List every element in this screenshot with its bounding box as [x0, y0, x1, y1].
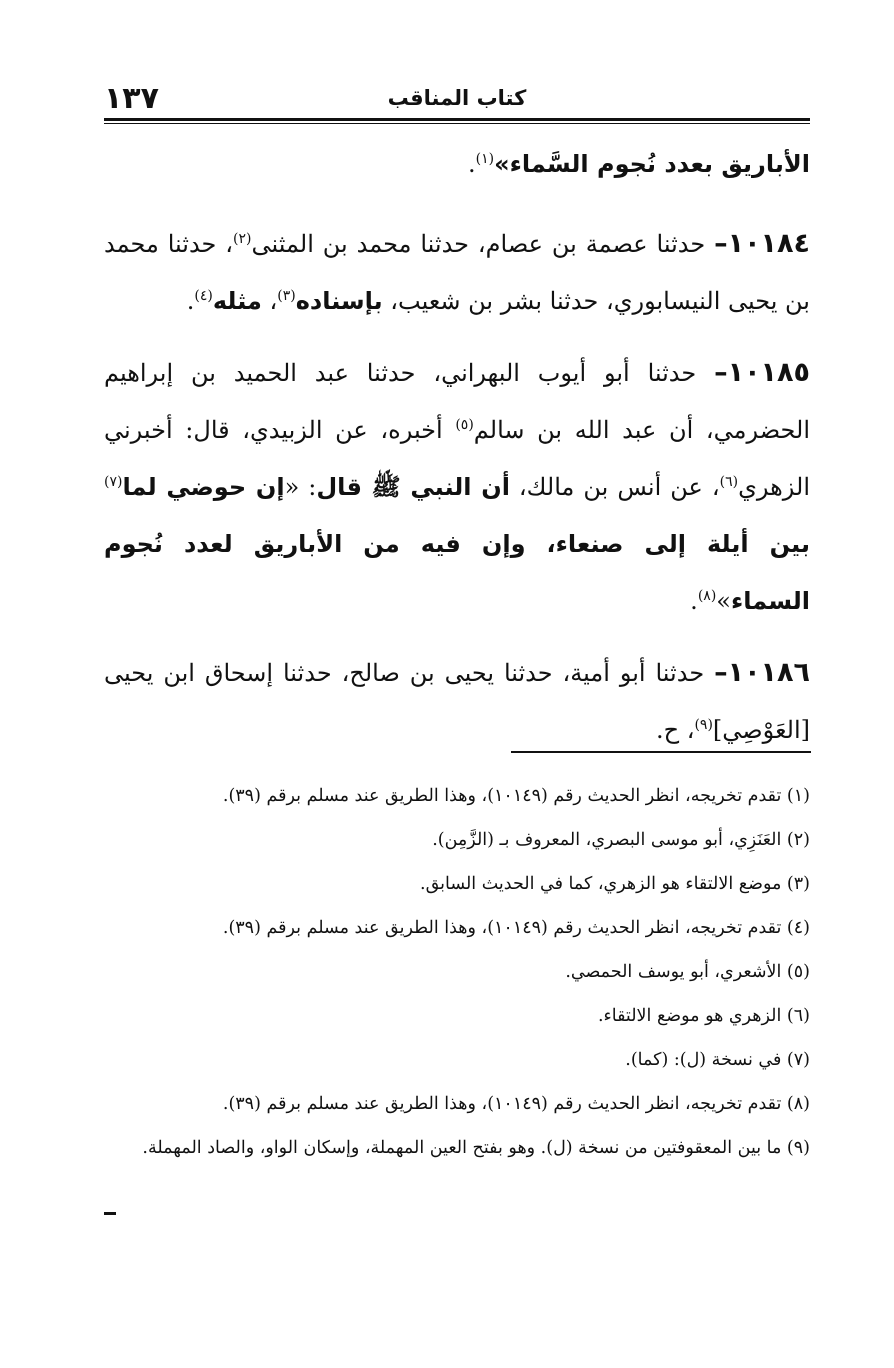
- footnote-ref: (٥): [455, 417, 474, 433]
- hadith-number: ١٠١٨٥–: [714, 357, 810, 388]
- hadith-number: ١٠١٨٦–: [714, 657, 810, 688]
- main-text: [104, 136, 810, 773]
- footnote-ref: (٩): [694, 717, 713, 733]
- footnote-ref: (٨): [697, 588, 717, 604]
- footnote-1: (١) تقدم تخريجه، انظر الحديث رقم (١٠١٤٩)، وهذا الطريق عند مسلم برقم (٣٩).: [222, 786, 810, 806]
- continuation-paragraph: الأباريق بعدد نُجوم السَّماء»$^{(١)}$.: [468, 150, 810, 178]
- footnote-2: (٢) العَنَزِي، أبو موسى البصري، المعروف بـ (الزَّمِن).: [432, 830, 810, 850]
- footnote-ref: (٧): [104, 474, 123, 490]
- footnotes: [104, 780, 810, 1176]
- footnote-6: (٦) الزهري هو موضع الالتقاء.: [597, 1006, 810, 1026]
- hadith-10185: ١٠١٨٥– حدثنا أبو أيوب البهراني، حدثنا عبد الحميد بن إبراهيم الحضرمي، أن عبد الله بن سالم$^{(٥)}$ أخبره، عن الزبيدي، قال: أخبرني الزهري$^{(٦)}$، عن أنس بن مالك، أن النبي ﷺ قال: «إن حوضي لما$^{(٧)}$ بين أيلة إلى صنعاء، وإن فيه من الأباريق لعدد نُجوم السماء»$^{(٨)}$.: [104, 357, 810, 615]
- footnote-ref: (٣): [277, 288, 296, 304]
- footnote-3: (٣) موضع الالتقاء هو الزهري، كما في الحديث السابق.: [420, 874, 810, 894]
- hadith-10186: ١٠١٨٦– حدثنا أبو أمية، حدثنا يحيى بن صالح، حدثنا إسحاق ابن يحيى [العَوْصِي]$^{(٩)}$، ح.: [104, 657, 810, 744]
- header-rule-thin: [104, 123, 810, 124]
- page-dash-mark: [104, 1212, 116, 1215]
- footnote-4: (٤) تقدم تخريجه، انظر الحديث رقم (١٠١٤٩)، وهذا الطريق عند مسلم برقم (٣٩).: [222, 918, 810, 938]
- running-header: [104, 80, 810, 120]
- hadith-number: ١٠١٨٤–: [714, 228, 810, 259]
- footnote-ref: (٤): [194, 288, 213, 304]
- page-number: ١٣٧: [104, 81, 159, 116]
- footnote-ref: (٦): [719, 474, 739, 490]
- footnote-5: (٥) الأشعري، أبو يوسف الحمصي.: [565, 962, 810, 982]
- footnote-9: (٩) ما بين المعقوفتين من نسخة (ل). وهو بفتح العين المهملة، وإسكان الواو، والصاد المهملة.: [142, 1138, 810, 1158]
- footnote-ref: (٢): [233, 231, 252, 247]
- footnote-8: (٨) تقدم تخريجه، انظر الحديث رقم (١٠١٤٩)، وهذا الطريق عند مسلم برقم (٣٩).: [222, 1094, 810, 1114]
- hadith-10184: ١٠١٨٤– حدثنا عصمة بن عصام، حدثنا محمد بن المثنى$^{(٢)}$، حدثنا محمد بن يحيى النيسابوري، حدثنا بشر بن شعيب، بإسناده$^{(٣)}$، مثله$^{(٤)}$.: [104, 228, 810, 315]
- footnote-separator: [511, 751, 811, 753]
- footnote-7: (٧) في نسخة (ل): (كما).: [625, 1050, 810, 1070]
- header-rule-thick: [104, 118, 810, 121]
- book-title: كتاب المناقب: [387, 86, 527, 110]
